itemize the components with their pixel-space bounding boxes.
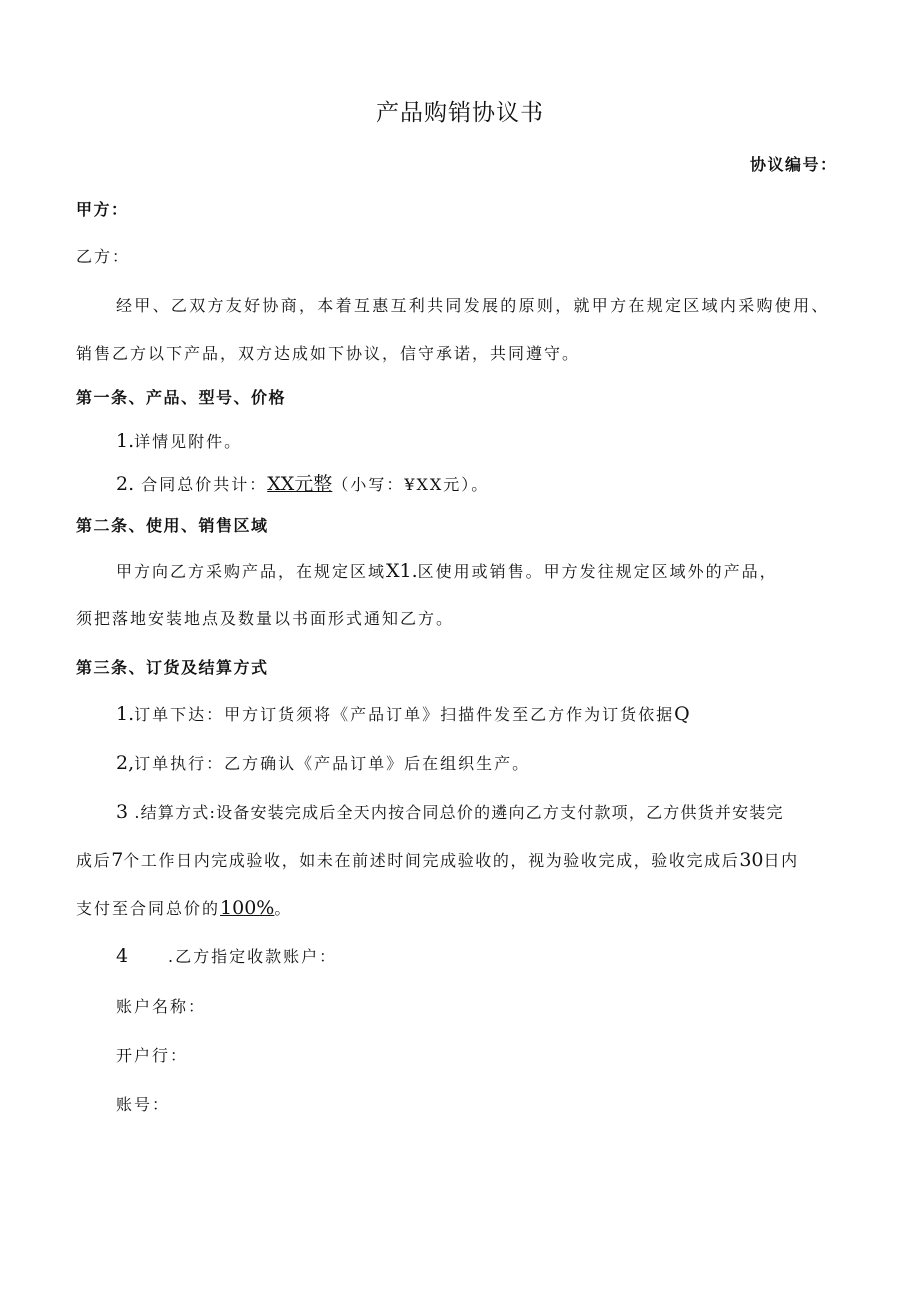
- text-a: 成后: [76, 851, 112, 870]
- payment-percent: 100%: [220, 897, 275, 919]
- document-title: 产品购销协议书: [376, 100, 544, 126]
- article-3-item-3-line-3: [76, 896, 292, 919]
- article-2-text-c: 区使用或销售。甲方发往规定区域外的产品，: [417, 562, 778, 581]
- item-text: 合同总价共计：: [141, 475, 268, 494]
- party-a-label: 甲方：: [76, 200, 129, 219]
- article-3-item-3-line-1: [116, 800, 784, 823]
- account-number-label: 账号：: [116, 1095, 171, 1114]
- acceptance-days: 7: [111, 849, 124, 871]
- item-text: .结算方式:设备安装完成后全天内按合同总价的遴向乙方支付款项，乙方供货并安装完: [134, 803, 784, 822]
- article-3-item-2: [116, 751, 530, 774]
- item-text: .乙方指定收款账户：: [168, 947, 338, 966]
- article-3-heading: 第三条、订货及结算方式: [76, 658, 269, 677]
- text-a: 支付至合同总价的: [76, 899, 221, 918]
- article-2-text-a: 甲方向乙方采购产品，在规定区域: [116, 562, 387, 581]
- text-c: 日内: [763, 851, 799, 870]
- article-2-line-2: 须把落地安装地点及数量以书面形式通知乙方。: [76, 609, 455, 628]
- item-number: 1.: [116, 703, 135, 725]
- item-text: 订单下达：甲方订货须将《产品订单》扫描件发至乙方作为订货依据: [134, 705, 675, 724]
- region-code: X1.: [386, 560, 418, 582]
- article-2-heading: 第二条、使用、销售区域: [76, 516, 269, 535]
- agreement-number-label: 协议编号：: [750, 155, 838, 174]
- article-2-line-1: [116, 559, 778, 582]
- article-3-item-4: [116, 944, 337, 967]
- total-amount: XX元整: [267, 473, 333, 495]
- item-text: 详情见附件。: [134, 432, 243, 451]
- item-number: 1.: [116, 430, 135, 452]
- article-3-item-1: [116, 702, 690, 725]
- item-text: 订单执行：乙方确认《产品订单》后在组织生产。: [134, 754, 531, 773]
- text-b: 个工作日内完成验收，如未在前述时间完成验收的，视为验收完成，验收完成后: [123, 851, 740, 870]
- intro-line-2: 销售乙方以下产品，双方达成如下协议，信守承诺，共同遵守。: [76, 344, 581, 363]
- item-number: 2,: [116, 752, 135, 774]
- article-3-item-3-line-2: [76, 848, 799, 871]
- article-1-heading: 第一条、产品、型号、价格: [76, 388, 287, 407]
- party-b-label: 乙方：: [76, 247, 131, 266]
- text-b: 。: [274, 899, 293, 918]
- account-name-label: 账户名称：: [116, 997, 207, 1016]
- intro-line-1: 经甲、乙双方友好协商，本着互惠互利共同发展的原则，就甲方在规定区域内采购使用、: [116, 296, 830, 315]
- item-number: 3: [116, 801, 129, 823]
- payment-days: 30: [739, 849, 764, 871]
- item-number: 4: [116, 945, 129, 967]
- item-number: 2.: [116, 473, 135, 495]
- article-1-item-1: [116, 429, 242, 452]
- item-end-char: Q: [674, 703, 690, 725]
- item-text-suffix: （小写：¥XX元）。: [332, 475, 490, 494]
- bank-label: 开户行：: [116, 1046, 189, 1065]
- article-1-item-2: [116, 469, 489, 496]
